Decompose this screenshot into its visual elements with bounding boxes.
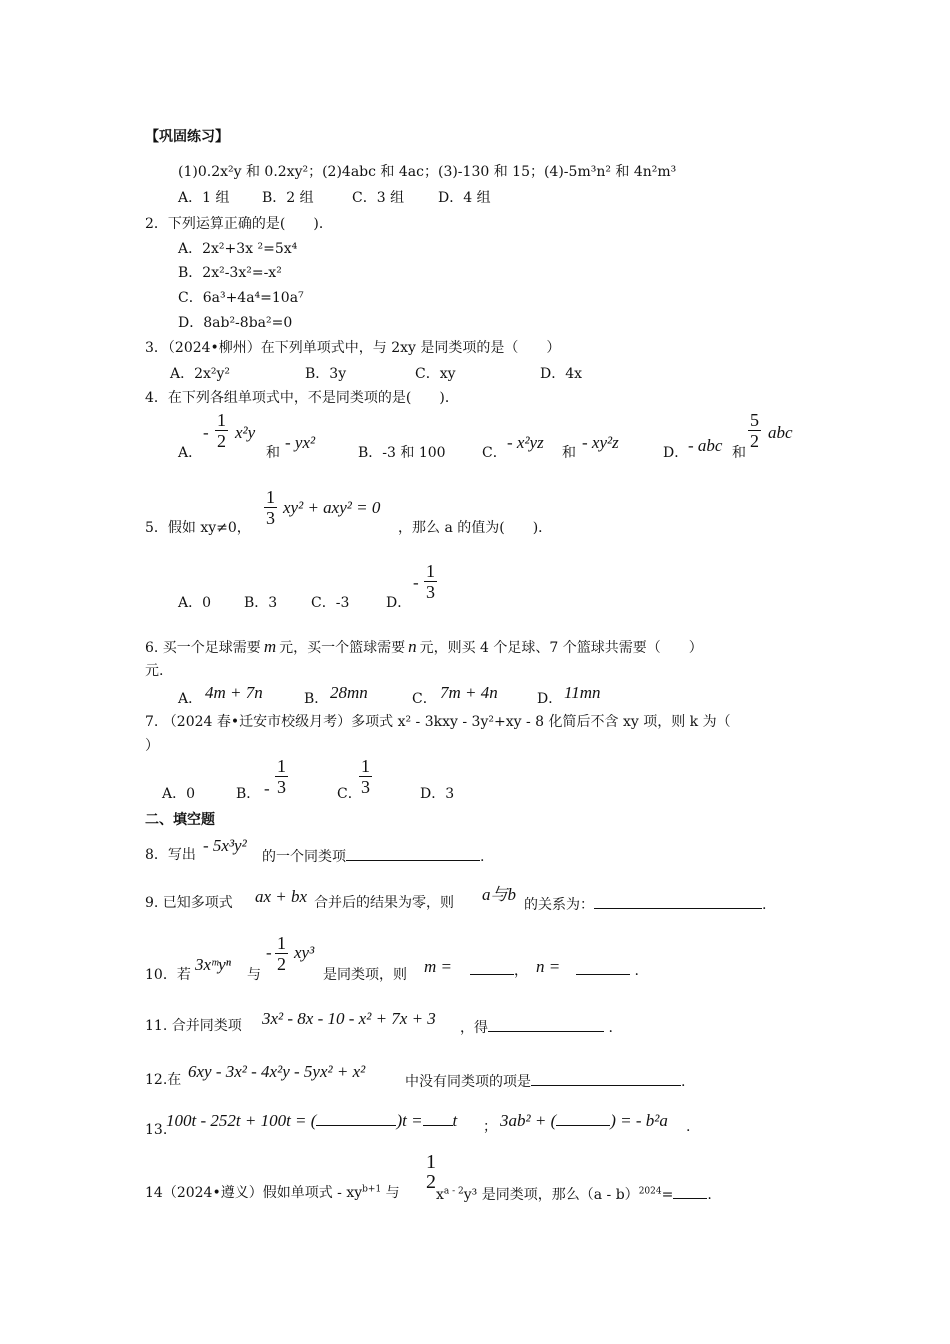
q2-opt-b: B．2x²-3x²=-x²: [178, 265, 282, 281]
q2-opt-d: D．8ab²-8ba²=0: [178, 315, 293, 331]
q13-expr1-a: 100t - 252t + 100t = (: [166, 1111, 317, 1130]
q3-opt-d: D．4x: [540, 366, 583, 382]
q4-opt-d-and: 和: [732, 445, 746, 461]
q7-opt-d: D．3: [420, 786, 455, 802]
q2-stem: 2．下列运算正确的是( )．: [145, 216, 333, 232]
q13-expr2: [500, 1111, 668, 1130]
q10-n-blank-wrap: .: [576, 960, 639, 980]
section-fill-title: 二、填空题: [145, 812, 215, 828]
q5-prefix: 5．假如 xy≠0，: [145, 520, 251, 536]
q11-line: ，得 .: [460, 1017, 613, 1037]
q4-d-frac-den: 2: [750, 431, 759, 451]
q8-prefix: 8．写出: [145, 847, 196, 863]
q6-opt-a-value: 4m + 7n: [205, 683, 263, 702]
q8-suffix: 的一个同类项: [262, 849, 346, 865]
q9-line: 的关系为： .: [524, 894, 766, 914]
q4-stem: 4．在下列各组单项式中，不是同类项的是( )．: [145, 390, 459, 406]
q6-opt-c-label: C．: [412, 691, 437, 707]
q6-opt-c-value: 7m + 4n: [440, 683, 498, 702]
q11-prefix: 11. 合并同类项: [145, 1018, 242, 1034]
q11-expression: 3x² - 8x - 10 - x² + 7x + 3: [262, 1009, 436, 1028]
q7-opt-b-label: B．: [236, 786, 261, 802]
q9-mid: 合并后的结果为零，则: [314, 895, 454, 911]
q14-answer-blank[interactable]: [673, 1184, 707, 1199]
q10-fraction: [275, 933, 288, 974]
q6-opt-d-value: 11mn: [564, 683, 601, 702]
q13-blank1[interactable]: [316, 1111, 396, 1126]
q7-opt-a: A．0: [162, 786, 196, 802]
q1-stem: (1)0.2x²y 和 0.2xy²；(2)4abc 和 4ac；(3)-130 和 15；(4)-5m³n² 和 4n²m³: [178, 164, 677, 180]
q14-frac-num: 1: [426, 1151, 436, 1173]
q14-with: 与: [385, 1185, 400, 1201]
q1-opt-d: D．4 组: [438, 190, 491, 206]
q10-m-answer-blank[interactable]: [470, 960, 514, 975]
q9-expression: ax + bx: [255, 887, 308, 906]
q3-opt-c: C．xy: [415, 366, 456, 382]
q14-frac-den: 2: [426, 1171, 436, 1193]
q2-opt-c: C．6a³+4a⁴=10a⁷: [178, 290, 304, 306]
q7-c-frac-num: 1: [361, 756, 370, 776]
q6-stem-part2: 元，买一个篮球需要: [279, 640, 406, 656]
q13-dot: .: [686, 1119, 691, 1135]
q6-stem: [145, 638, 703, 657]
q6-opt-b-label: B．: [304, 691, 329, 707]
q4-opt-d-expr1: - abc: [688, 436, 723, 455]
q4-opt-a-fraction: [215, 410, 228, 451]
q1-opt-a: A．1 组: [178, 190, 230, 206]
q13-separator: ；: [483, 1119, 497, 1135]
section-title: 【巩固练习】: [145, 129, 229, 145]
q6-var-m: m: [263, 637, 277, 656]
q2-opt-a: A．2x²+3x ²=5x⁴: [178, 241, 298, 257]
q5-frac-num: 1: [266, 487, 275, 507]
q4-d-frac-num: 5: [750, 410, 759, 430]
q14-sup1: b+1: [362, 1184, 382, 1195]
q14-part1: 14（2024•遵义）假如单项式 - xy: [145, 1185, 363, 1201]
q9-relation: a与b: [482, 885, 516, 904]
q6-opt-a-label: A．: [178, 691, 203, 707]
q7-stem: 7. （2024 春•迁安市校级月考）多项式 x² - 3kxy - 3y²+xy - 8 化简后不含 xy 项，则 k 为（: [145, 714, 731, 730]
q4-opt-a-expr1: x²y: [235, 423, 256, 442]
q10-expr2: xy³: [294, 943, 315, 962]
q14-stem-rest: $x^{a - 2}y^3$ 是同类项，那么（a - b）$^{2024}$= .: [436, 1184, 712, 1204]
q7-opt-c-label: C．: [337, 786, 362, 802]
q6-var-n: n: [408, 637, 417, 656]
q14-part5: =: [661, 1187, 674, 1203]
q11-answer-blank[interactable]: [488, 1017, 604, 1032]
q14-part3: x: [436, 1187, 444, 1203]
q7-opt-b-minus: -: [264, 779, 270, 798]
q4-opt-a-and: 和: [266, 445, 280, 461]
q6-opt-d-label: D．: [537, 691, 563, 707]
q5-opt-d: D．: [386, 595, 412, 611]
q5-opt-d-minus: -: [413, 573, 419, 592]
q14-sup3: 2024: [638, 1186, 662, 1197]
q13-expr1-b: )t =: [396, 1111, 423, 1130]
q4-opt-c-expr1: - x²yz: [507, 433, 544, 452]
q5-opt-d-fraction: [424, 561, 437, 602]
q6-stem-line2: 元.: [145, 663, 164, 679]
q12-answer-blank[interactable]: [531, 1071, 681, 1086]
q7-b-frac-den: 3: [277, 777, 286, 797]
q4-a-frac-den: 2: [217, 431, 226, 451]
q6-stem-part1: 6. 买一个足球需要: [145, 640, 261, 656]
q10-n-eq: n =: [536, 957, 561, 976]
q5-d-frac-den: 3: [426, 582, 435, 602]
q5-d-frac-num: 1: [426, 561, 435, 581]
q10-with: 与: [247, 967, 261, 983]
q13-expr1: [166, 1111, 457, 1130]
q3-stem: 3．（2024•柳州）在下列单项式中，与 2xy 是同类项的是（ ）: [145, 340, 561, 356]
q6-opt-b-value: 28mn: [330, 683, 368, 702]
q9-suffix: 的关系为：: [524, 897, 594, 913]
q10-prefix: 10．若: [145, 967, 191, 983]
q4-opt-c-expr2: - xy²z: [582, 433, 619, 452]
q4-opt-c-and: 和: [562, 445, 576, 461]
q9-answer-blank[interactable]: [594, 894, 762, 909]
q12-prefix: 12.在: [145, 1072, 182, 1088]
q13-expr2-a: 3ab² + (: [500, 1111, 557, 1130]
q7-opt-c-fraction: [359, 756, 372, 797]
q3-opt-b: B．3y: [305, 366, 347, 382]
q10-m-blank-wrap: ，: [470, 960, 528, 980]
q4-a-frac-num: 1: [217, 410, 226, 430]
q3-opt-a: A．2x²y²: [170, 366, 231, 382]
q7-c-frac-den: 3: [361, 777, 370, 797]
q4-opt-a-minus: -: [203, 423, 209, 442]
q13-expr2-b: ) = - b²a: [610, 1111, 668, 1130]
q8-answer-blank[interactable]: [346, 846, 480, 861]
q13-blank2[interactable]: [423, 1111, 453, 1126]
q4-opt-d-expr2: abc: [768, 423, 793, 442]
q5-equation: xy² + axy² = 0: [283, 498, 381, 517]
q5-opt-b: B．3: [244, 595, 278, 611]
q7-b-frac-num: 1: [277, 756, 286, 776]
q4-opt-c-label: C．: [482, 445, 507, 461]
q14-sup2: a - 2: [443, 1186, 464, 1197]
q6-stem-part3: 元，则买 4 个足球、7 个篮球共需要（ ）: [419, 640, 703, 656]
q13-blank3[interactable]: [556, 1111, 610, 1126]
q10-frac-den: 2: [277, 954, 286, 974]
q12-line: 中没有同类项的项是 .: [405, 1071, 685, 1091]
q10-n-answer-blank[interactable]: [576, 960, 630, 975]
q14-stem: [145, 1184, 400, 1202]
q1-opt-b: B．2 组: [262, 190, 314, 206]
q4-opt-d-fraction: [748, 410, 761, 451]
q12-expression: 6xy - 3x² - 4x²y - 5yx² + x²: [188, 1062, 366, 1081]
q9-prefix: 9. 已知多项式: [145, 895, 233, 911]
q7-stem-line2: ）: [145, 738, 159, 754]
q10-minus: -: [266, 943, 272, 962]
q5-frac-den: 3: [266, 508, 275, 528]
q4-opt-b: B．-3 和 100: [358, 445, 446, 461]
q5-suffix: ，那么 a 的值为( )．: [398, 520, 553, 536]
q4-opt-a-label: A．: [178, 445, 203, 461]
q4-opt-d-label: D．: [663, 445, 689, 461]
q11-suffix: ，得: [460, 1020, 488, 1036]
q8-expression: - 5x³y²: [203, 836, 247, 855]
q1-opt-c: C．3 组: [352, 190, 405, 206]
q5-opt-c: C．-3: [311, 595, 350, 611]
q7-opt-b-fraction: [275, 756, 288, 797]
q10-frac-num: 1: [277, 933, 286, 953]
q4-opt-a-expr2: - yx²: [285, 433, 316, 452]
q5-opt-a: A．0: [178, 595, 212, 611]
q12-suffix: 中没有同类项的项是: [405, 1074, 531, 1090]
q10-mid: 是同类项，则: [323, 967, 407, 983]
q5-fraction: [264, 487, 277, 528]
q14-part4: y³ 是同类项，那么（a - b）: [463, 1187, 639, 1203]
q13-prefix: 13.: [145, 1122, 168, 1138]
q10-m-eq: m =: [424, 957, 452, 976]
q13-expr1-c: t: [452, 1111, 458, 1130]
q10-expr1: 3xᵐyⁿ: [195, 955, 232, 974]
q8-line: 的一个同类项 .: [262, 846, 484, 866]
